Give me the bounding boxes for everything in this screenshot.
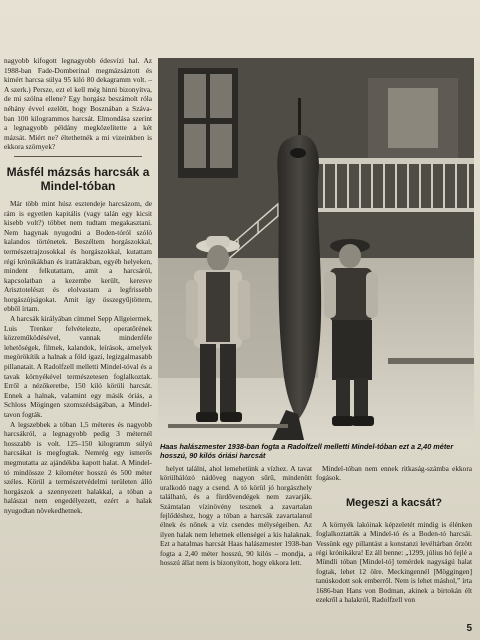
section-divider [14,156,142,157]
section-heading: Másfél mázsás harcsák a Mindel-tóban [6,164,150,193]
section-heading-duck: Megeszi a kacsát? [346,496,442,509]
left-body-text [4,199,152,516]
right-article-column [316,464,472,634]
paragraph: nagyobb kifogott legnagyobb édesvízi hal. Az 1988-ban Fade-Domberinal megmázsáztott és kimért harcsa súlya 95 kiló 80 dekagramm volt. – A szerk.) Persze, ezt el kell még hinni bizonyítva, de mi szólna ellene? Egy horgász beszámolt róla néhány évvel ezelőtt, hogy Bosznában a Száva-ban 100 kilogrammos harcsát. Elmondása szerint a legnagyobb példány megközelítette a két mázsát. Miért ne? éltethetnék a mi vizeinkben is ekkora szörnyek? [4,56,152,152]
paragraph: helyet találni, ahol lemehetünk a vízhez. A tavat körülhálózó nádöveg nagyon sűrű, mindenütt uralkodó nagy a csend. A tó körül jó horgászhely található, és a fürdővendégek nem zavarják. Számtalan vízinövény tesznek a zavartalan fejlődéshez, hogy a tóban a harcsák zavartalanul élnek és nőnek a víz csendes mélységeiben. Az ilyen halak nem lehetnek ellenségei a kis halaknak. Ezt a hatalmas harcsát Haas halászmester 1938-ban fogta a 2,40 méter hosszú, 90 kilós – mondja, a hosszú állat nem is bizonyított, hogy ekkora lett. [160,464,312,568]
photo-illustration [158,58,474,442]
page-number: 5 [466,623,472,634]
paragraph: A legszebbek a tóban 1,5 méteres és nagyobb harcsákról, a legnagyobb pedig 3 méternél hosszabb is volt. 125–150 kilogramm súlyú harcsákat is megfogtak. Nemrég egy ismerős megmutatta az ajándékba kapott halat. A Mindel-tó mindössze 2 kilométer hosszú és 500 méter széles. Körül a természetvédelmi területen álló horgászok a szennyezett halakkal, a tóban a halászat nem engedélyezett, ezért a halak nyugodtan növekedhetnek. [4,419,152,515]
paragraph: Mindel-tóban nem ennek ritkaság-számba ekkora fogások. [316,464,472,483]
left-intro-text [4,56,152,152]
paragraph: Már több mint húsz esztendeje harcsázom, de rám is egyetlen kapitális (vagy talán egy kicsit kisebb volt?) többet nem tudtam megakasztani. Nem hagynak nyugodni a Boden-tóról szóló kalandos történetek. Beszéltem horgászokkal, természetrajzosokkal és horgászokkal, kutattam régi krónikákban és irattárakban, egyéb helyeken, mindent felkutattam, amit a harcsáról, kapcsolatban a kezembe került, keresve Arisztotelészt és elolvastam a legfrissebb horgászújságokat. Amit így összegyűjtöttem, ebből írtam. [4,198,152,314]
left-article-column [4,56,152,636]
paragraph: A környék lakóinak képzeletét mindig is élénken foglalkoztatták a Mindel-tó és a Boden-tó harcsái. Vessünk egy pillantást a konstanzi levéltárban őrzött régi krónikákra! Ez áll benne: „1299, július hó fejlé a Mündli tóban [Mindel-tó] temérdek nagyságú halat fogtak, lehet 12 ölre. Meckingennél [Möggingen] tanúskodott sok emberről. Nem is lehet máshol,” írta 1686-ban Hans von Bodman, akinek a birtokán élt ezekről a halakról, Radolfzell von [316,519,472,605]
catfish-photo [158,58,474,442]
paragraph: A harcsák királyában címmel Sepp Allgeiermek, Luis Trenker felvételezte, operatőrének közreműködésével, vannak mindenféle lehetőségek, filmek, kalandok, leírások, amelyek megörökítik a halnak a föld igazi, legizgalmasabb pillanatait. A Radolfzell melletti Mindel-tóval és a tavak környékével természetesen foglalkoztak. Erről a nézőkeretbe, 150 kiló körüli harcsát. Ennek a halnak, valamint egy másik óriás, a Schloss Mögingen szomszédságában, a Mindel-tavon fogták. [4,314,152,419]
photo-caption: Haas halászmester 1938-ban fogta a Radolfzell melletti Mindel-tóban ezt a 2,40 méter hosszú, 90 kilós óriási harcsát [160,442,454,460]
right-body-text [316,520,472,605]
right-intro-text [316,464,472,483]
middle-article-column [160,464,312,634]
middle-body-text [160,464,312,567]
